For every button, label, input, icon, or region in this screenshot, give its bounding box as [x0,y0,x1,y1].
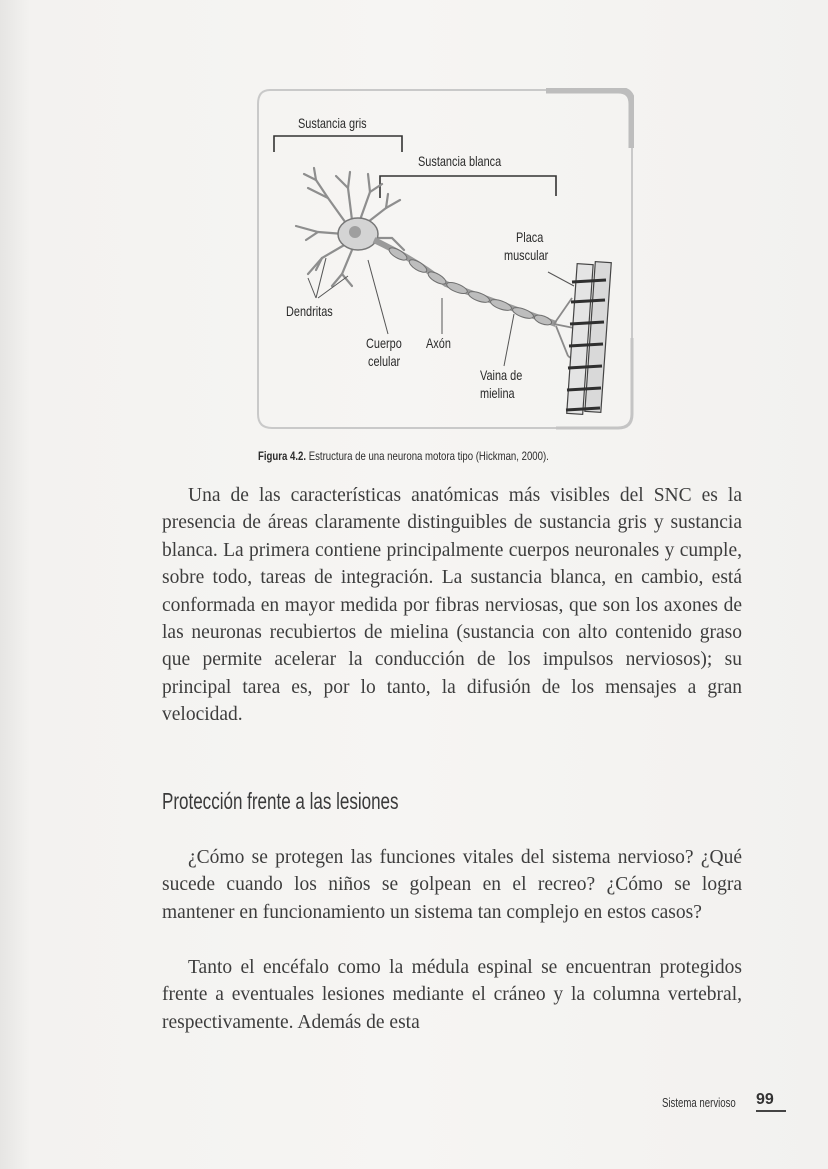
neuron-figure [256,88,634,430]
running-title: Sistema nervioso [662,1095,736,1110]
label-myelin-1: Vaina de [480,367,523,383]
label-cell-body-1: Cuerpo [366,335,402,351]
label-gray-matter: Sustancia gris [298,115,367,131]
page-number: 99 [756,1091,786,1112]
label-axon: Axón [426,335,451,351]
label-white-matter: Sustancia blanca [418,153,502,169]
label-myelin-2: mielina [480,385,515,401]
paragraph-3: Tanto el encéfalo como la médula espinal se encuentran protegidos frente a eventuales lesiones mediante el cráneo y la columna vertebral, respectivamente. Además de esta [162,957,742,1033]
section-heading: Protección frente a las lesiones [162,788,399,814]
label-muscle-plate-1: Placa [516,229,544,245]
label-dendrites: Dendritas [286,303,333,319]
figure-caption [258,449,549,463]
paragraph-1: Una de las características anatómicas más visibles del SNC es la presencia de áreas claramente distinguibles de sustancia gris y sustancia blanca. La primera contiene principalmente cuerpos neuronales y cumple, sobre todo, tareas de integración. La sustancia blanca, en cambio, está conformada en mayor medida por fibras nerviosas, que son los axones de las neuronas recubiertos de mielina (sustancia con alto contenido graso que permite acelerar la conducción de los impulsos nerviosos); su principal tarea es, por lo tanto, la difusión de los mensajes a gran velocidad. [162,485,742,726]
caption-text: Estructura de una neurona motora tipo (Hickman, 2000). [306,449,549,463]
caption-prefix: Figura 4.2. [258,449,307,463]
neuron-illustration [256,88,634,430]
label-muscle-plate-2: muscular [504,247,549,263]
paragraph-2: ¿Cómo se protegen las funciones vitales del sistema nervioso? ¿Qué sucede cuando los niños se golpean en el recreo? ¿Cómo se logra mantener en funcionamiento un sistema tan complejo en estos casos? [162,847,742,923]
label-cell-body-2: celular [368,353,401,369]
